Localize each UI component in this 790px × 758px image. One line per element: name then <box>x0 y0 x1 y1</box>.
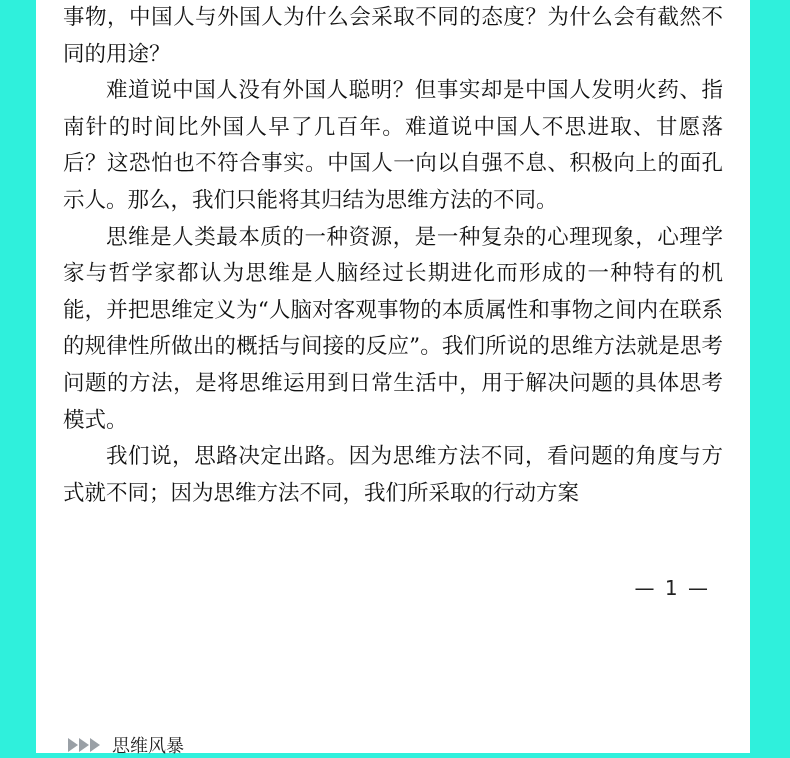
triple-arrow-icon <box>68 738 100 752</box>
arrow-icon <box>79 738 89 752</box>
book-page <box>36 0 750 757</box>
chapter-header-label: 思维风暴 <box>112 736 184 757</box>
page-number: — 1 — <box>634 576 710 600</box>
arrow-icon <box>68 738 78 752</box>
paragraph-2: 难道说中国人没有外国人聪明？但事实却是中国人发明火药、指南针的时间比外国人早了几百年。难道说中国人不思进取、甘愿落后？这恐怕也不符合事实。中国人一向以自强不息、积极向上的面孔示人。那么，我们只能将其归结为思维方法的不同。 <box>63 78 723 213</box>
paragraph-3: 思维是人类最本质的一种资源，是一种复杂的心理现象，心理学家与哲学家都认为思维是人脑经过长期进化而形成的一种特有的机能，并把思维定义为“人脑对客观事物的本质属性和事物之间内在联系的规律性所做出的概括与间接的反应”。我们所说的思维方法就是思考问题的方法，是将思维运用到日常生活中，用于解决问题的具体思考模式。 <box>63 224 723 433</box>
arrow-icon <box>90 738 100 752</box>
next-page-header <box>68 732 184 758</box>
body-text <box>63 0 723 512</box>
paragraph-1: 事物，中国人与外国人为什么会采取不同的态度？为什么会有截然不同的用途？ <box>63 5 723 67</box>
paragraph-4: 我们说，思路决定出路。因为思维方法不同，看问题的角度与方式就不同；因为思维方法不同，我们所采取的行动方案 <box>63 444 723 506</box>
